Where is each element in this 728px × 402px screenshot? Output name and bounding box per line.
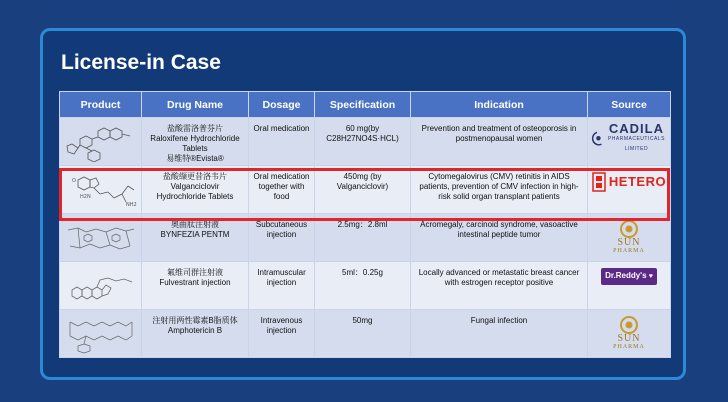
drug-name-cell [142, 214, 249, 262]
fulvestrant-structure-icon [64, 268, 138, 306]
hetero-logo-text: HETERO [608, 174, 667, 189]
product-structure [60, 262, 142, 310]
license-in-panel [40, 28, 686, 380]
col-header-indication: Indication [411, 92, 588, 118]
source-cell [588, 166, 671, 214]
product-structure [60, 118, 142, 166]
source-cell [588, 118, 671, 166]
drug-name-cell [142, 310, 249, 358]
drug-name-cn: 盐酸缬更昔洛韦片 [163, 172, 227, 181]
cadila-logo [591, 121, 667, 154]
octreotide-structure-icon [64, 220, 138, 258]
indication-cell: Prevention and treatment of osteoporosis in postmenopausal women [411, 118, 588, 166]
amphotericin-structure-icon [64, 316, 138, 354]
heart-icon: ♥ [648, 273, 653, 280]
table-row [60, 118, 671, 166]
dosage-cell: Oral medication [249, 118, 315, 166]
table-row [60, 214, 671, 262]
svg-text:H2N: H2N [79, 194, 91, 200]
table-row [60, 166, 671, 214]
sun-logo-text: SUN [617, 237, 641, 248]
product-structure [60, 310, 142, 358]
col-header-source: Source [588, 92, 671, 118]
sun-logo-subtext: PHARMA [613, 344, 645, 350]
raloxifene-structure-icon [64, 124, 138, 162]
drug-name-cell [142, 118, 249, 166]
indication-cell: Locally advanced or metastatic breast cancer with estrogen receptor positive [411, 262, 588, 310]
cadila-logo-subtext: PHARMACEUTICALS LIMITED [607, 136, 665, 152]
sun-logo-text: SUN [617, 333, 641, 344]
table-row [60, 262, 671, 310]
specification-cell: 2.5mg：2.8ml [315, 214, 411, 262]
col-header-dosage: Dosage [249, 92, 315, 118]
specification-cell: 5ml：0.25g [315, 262, 411, 310]
sun-emblem-icon [619, 316, 639, 334]
source-cell [588, 310, 671, 358]
valganciclovir-structure-icon [64, 172, 138, 210]
indication-cell: Fungal infection [411, 310, 588, 358]
sun-logo-subtext: PHARMA [613, 248, 645, 254]
hetero-logo [591, 172, 667, 192]
specification-cell: 50mg [315, 310, 411, 358]
table-header-row [60, 92, 671, 118]
license-table [59, 91, 671, 358]
drug-name-en: BYNFEZIA PENTM [160, 230, 230, 239]
product-structure [60, 166, 142, 214]
drug-name-en: Fulvestrant injection [159, 278, 231, 287]
drug-name-en: Amphotericin B [167, 326, 223, 335]
sun-pharma-logo [591, 220, 667, 255]
cadila-emblem-icon [591, 129, 603, 149]
indication-cell: Cytomegalovirus (CMV) retinitis in AIDS patients, prevention of CMV infection in high-risk solid organ transplant patients [411, 166, 588, 214]
drug-name-en: Valganciclovir Hydrochloride Tablets [156, 182, 234, 201]
cadila-logo-text: CADILA [608, 121, 664, 136]
drug-name-en: Raloxifene Hydrochloride Tablets [150, 134, 240, 153]
col-header-specification: Specification [315, 92, 411, 118]
svg-text:O: O [71, 178, 76, 184]
dosage-cell: Intravenous injection [249, 310, 315, 358]
indication-cell: Acromegaly, carcinoid syndrome, vasoactive intestinal peptide tumor [411, 214, 588, 262]
col-header-drug-name: Drug Name [142, 92, 249, 118]
drug-name-cn: 奥曲肽注射液 [171, 220, 219, 229]
drug-brand: 易维特®Evista® [166, 154, 224, 163]
drug-name-cn: 氟维司群注射液 [167, 268, 223, 277]
col-header-product: Product [60, 92, 142, 118]
sun-emblem-icon [619, 220, 639, 238]
dr-reddys-logo [601, 268, 657, 285]
svg-text:NH2: NH2 [125, 202, 137, 208]
drug-name-cn: 盐酸雷洛普芬片 [167, 124, 223, 133]
page-title: License-in Case [61, 51, 221, 74]
source-cell [588, 262, 671, 310]
product-structure [60, 214, 142, 262]
source-cell [588, 214, 671, 262]
dr-reddys-logo-text: Dr.Reddy's [605, 271, 647, 280]
drug-name-cn: 注射用两性霉素B脂质体 [152, 316, 238, 325]
dosage-cell: Oral medication together with food [249, 166, 315, 214]
table-row [60, 310, 671, 358]
dosage-cell: Intramuscular injection [249, 262, 315, 310]
drug-name-cell [142, 166, 249, 214]
specification-cell: 60 mg(by C28H27NO4S·HCL) [315, 118, 411, 166]
dosage-cell: Subcutaneous injection [249, 214, 315, 262]
specification-cell: 450mg (by Valganciclovir) [315, 166, 411, 214]
hetero-emblem-icon [592, 172, 606, 192]
drug-name-cell [142, 262, 249, 310]
sun-pharma-logo [591, 316, 667, 351]
